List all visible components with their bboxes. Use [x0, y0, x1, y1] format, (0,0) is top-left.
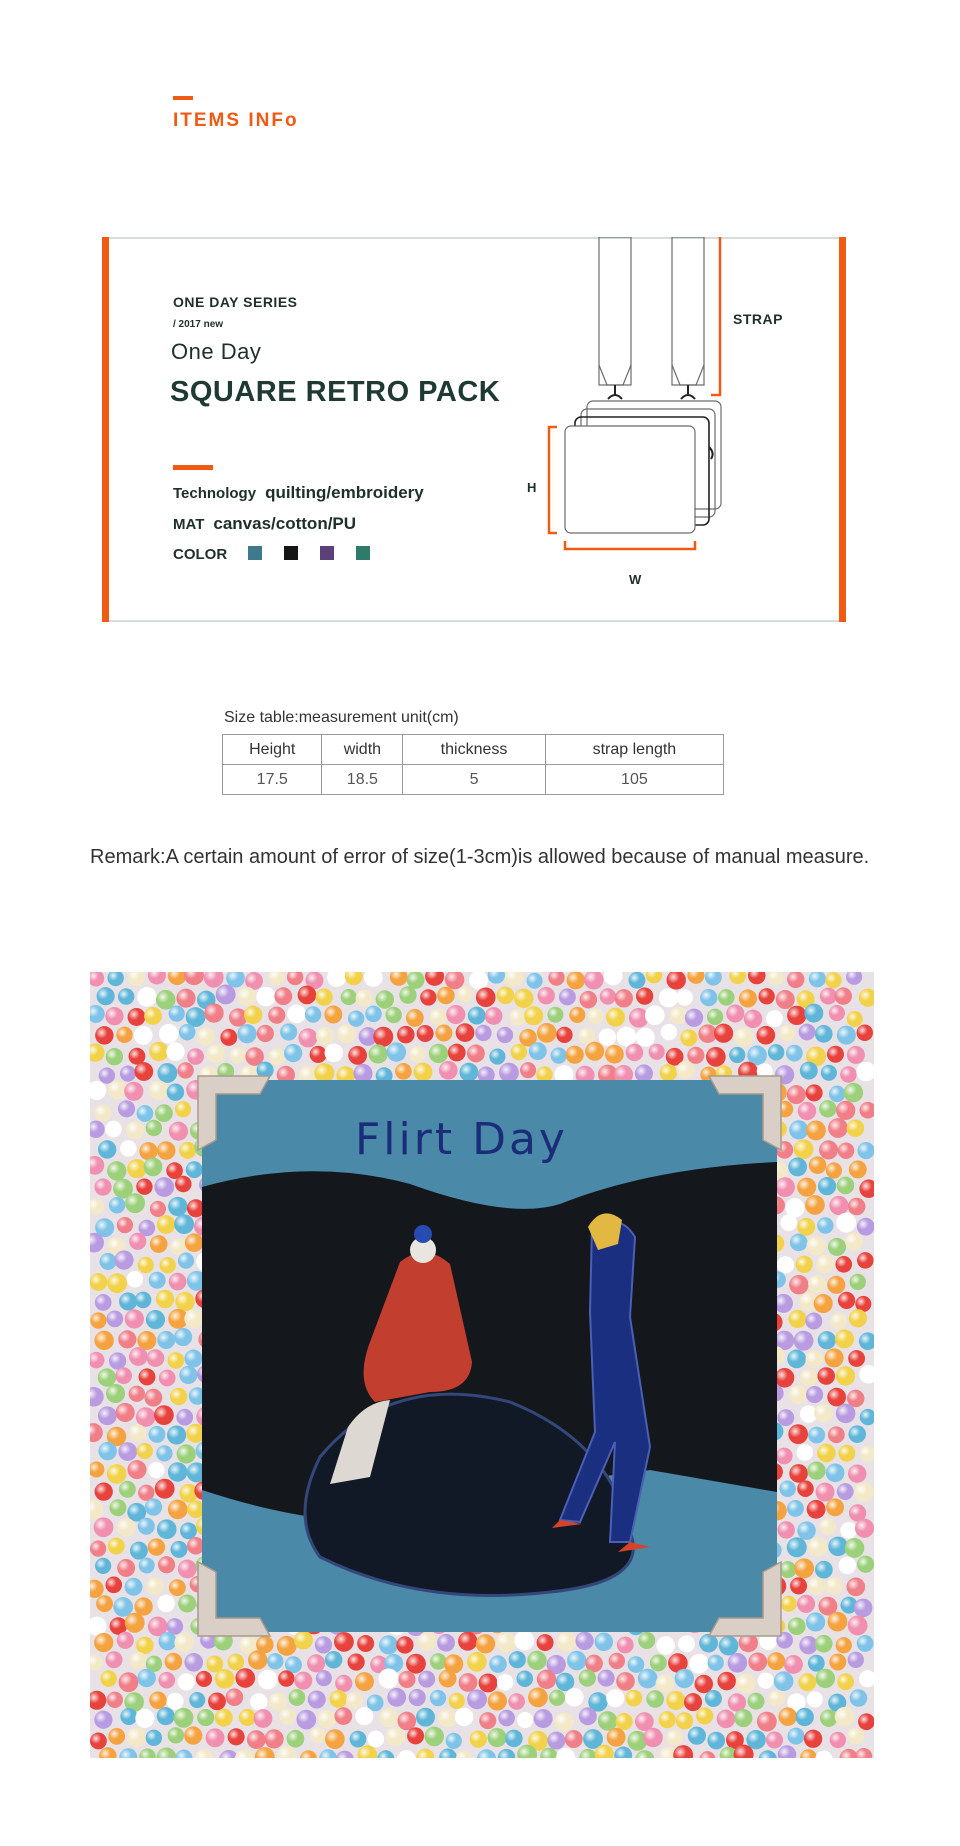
header-strap-length: strap length	[545, 735, 723, 765]
series-label: ONE DAY SERIES	[173, 294, 298, 310]
header-thickness: thickness	[403, 735, 546, 765]
value-width: 18.5	[322, 765, 403, 795]
table-header-row	[223, 735, 724, 765]
width-label: W	[629, 572, 642, 587]
height-label: H	[527, 480, 537, 495]
product-photo	[90, 972, 874, 1758]
brand-name: One Day	[171, 339, 262, 364]
bag-diagram	[545, 237, 845, 622]
year-label: / 2017 new	[173, 319, 224, 330]
header-accent-bar	[173, 96, 193, 100]
size-table	[222, 734, 724, 795]
header-width: width	[322, 735, 403, 765]
spec-material-value: canvas/cotton/PU	[213, 514, 357, 533]
value-thickness: 5	[403, 765, 546, 795]
color-swatch	[248, 546, 262, 560]
spec-technology	[173, 483, 424, 503]
product-name: SQUARE RETRO PACK	[170, 376, 501, 408]
value-height: 17.5	[223, 765, 322, 795]
color-swatches	[248, 546, 392, 563]
table-row	[223, 765, 724, 795]
strap-right	[672, 237, 704, 385]
card-left-edge	[102, 237, 109, 622]
strap-label: STRAP	[733, 311, 783, 327]
value-strap-length: 105	[545, 765, 723, 795]
size-table-caption: Size table:measurement unit(cm)	[224, 709, 459, 726]
remark-text: Remark:A certain amount of error of size(1-3cm)is allowed because of manual measure.	[90, 846, 870, 868]
color-swatch	[284, 546, 298, 560]
spec-technology-value: quilting/embroidery	[265, 483, 424, 502]
embroidered-text: Flirt Day	[355, 1114, 568, 1165]
section-title: ITEMS INFo	[173, 110, 299, 131]
color-swatch	[356, 546, 370, 560]
spec-color-label: COLOR	[173, 546, 228, 563]
divider-accent-bar	[173, 465, 213, 470]
spec-material-label: MAT	[173, 516, 205, 533]
color-swatch	[320, 546, 334, 560]
strap-left	[599, 237, 631, 385]
header-height: Height	[223, 735, 322, 765]
spec-technology-label: Technology	[173, 485, 257, 502]
spec-color	[173, 546, 392, 563]
spec-material	[173, 514, 356, 534]
